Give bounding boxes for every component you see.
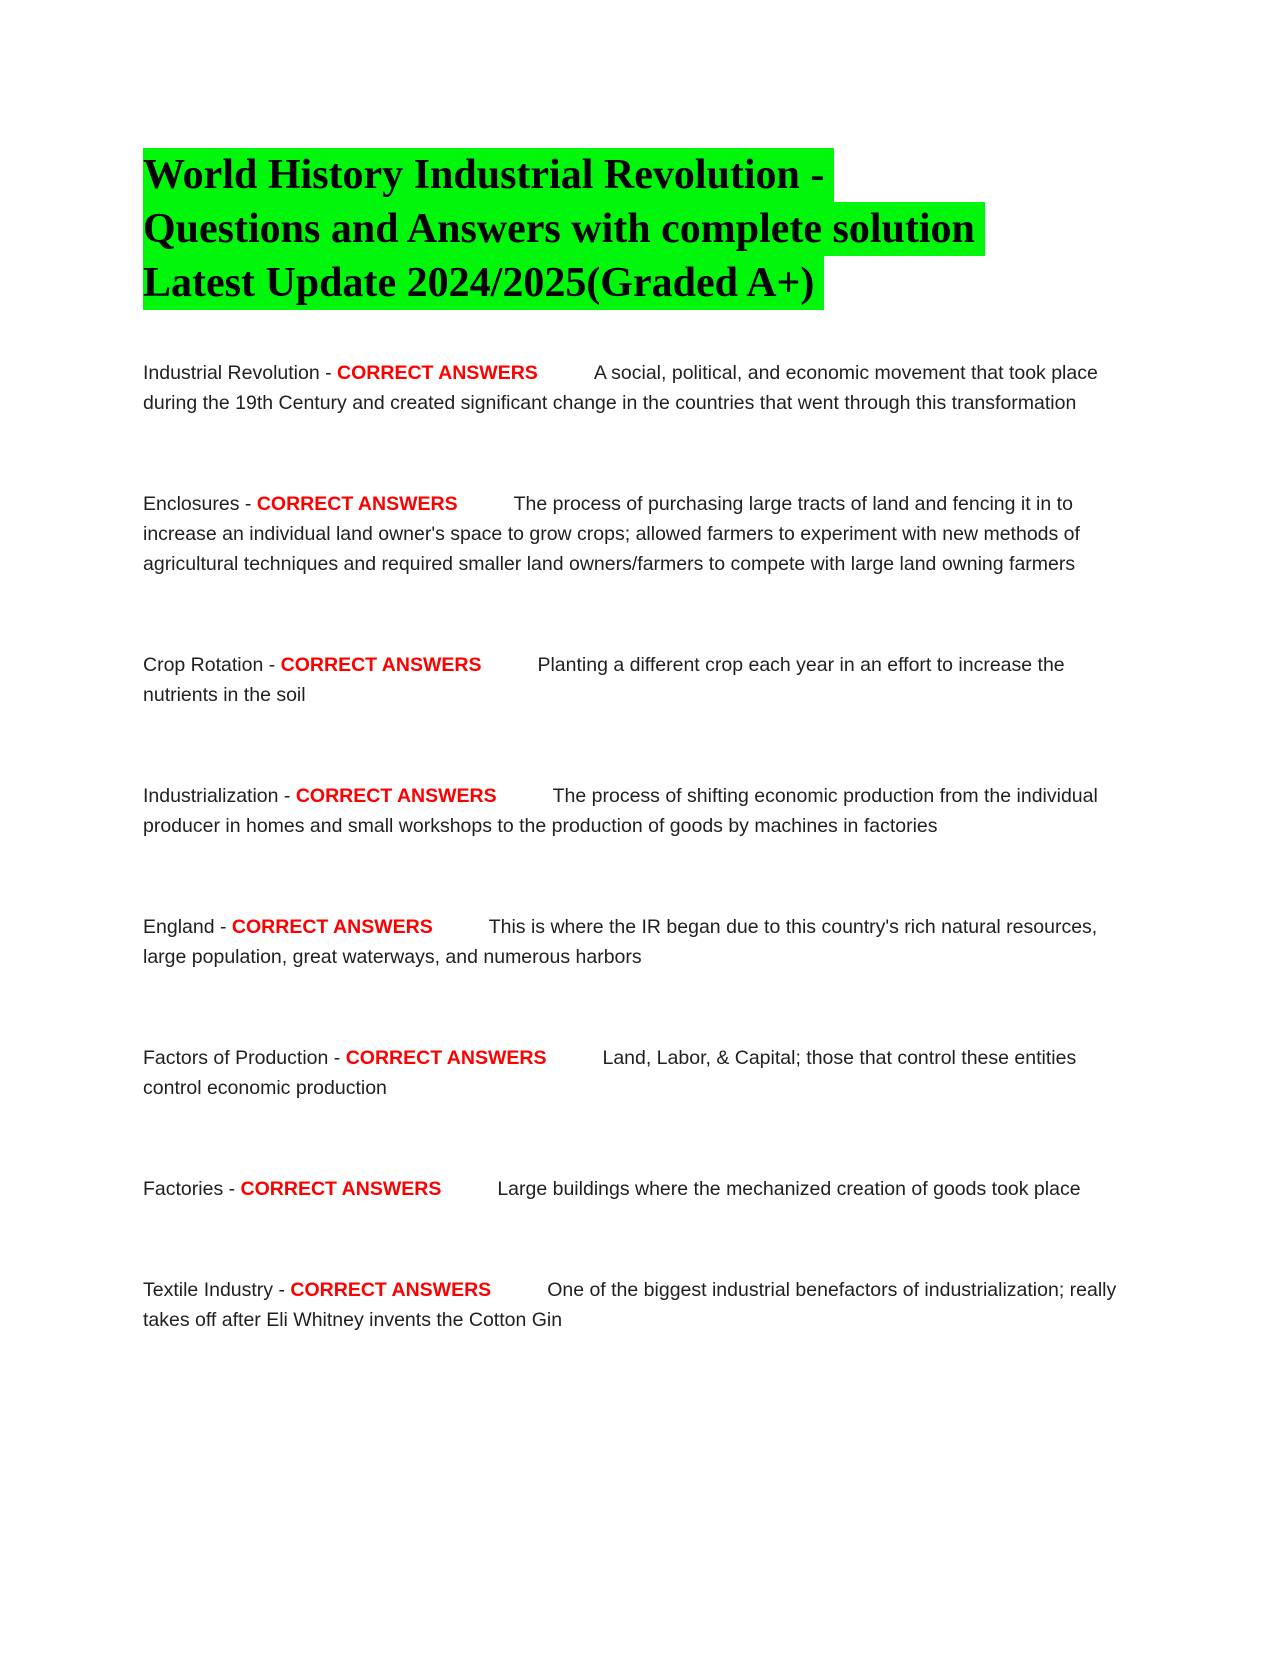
correct-answers-label: CORRECT ANSWERS xyxy=(337,362,538,384)
title-line-1 xyxy=(143,148,1135,202)
qa-entry xyxy=(143,781,1133,841)
correct-answers-label: CORRECT ANSWERS xyxy=(295,785,497,807)
qa-entry xyxy=(143,650,1133,710)
page-title xyxy=(143,148,1135,310)
answer-text: Land, Labor, & Capital; those that control these entities control economic production xyxy=(143,1047,1077,1099)
qa-entry xyxy=(143,1174,1133,1204)
qa-entry xyxy=(143,1275,1133,1335)
term-text: England xyxy=(143,916,215,938)
title-line-1-highlight: World History Industrial Revolution - xyxy=(143,148,834,202)
term-text: Enclosures xyxy=(143,493,240,515)
answer-text: A social, political, and economic movement that took place during the 19th Century and created significant change in the countries that went through this transformation xyxy=(143,362,1098,414)
correct-answers-label: CORRECT ANSWERS xyxy=(240,1178,442,1200)
title-line-3-highlight: Latest Update 2024/2025(Graded A+) xyxy=(143,256,824,310)
qa-entry xyxy=(143,358,1133,418)
answer-text: Planting a different crop each year in an effort to increase the nutrients in the soil xyxy=(143,654,1065,706)
term-text: Industrial Revolution xyxy=(143,362,320,384)
correct-answers-label: CORRECT ANSWERS xyxy=(256,493,458,515)
answer-text: Large buildings where the mechanized creation of goods took place xyxy=(497,1178,1081,1200)
correct-answers-label: CORRECT ANSWERS xyxy=(290,1279,492,1301)
term-text: Factors of Production xyxy=(143,1047,329,1069)
title-line-2-highlight: Questions and Answers with complete solution xyxy=(143,202,985,256)
separator-text: - xyxy=(273,1279,291,1301)
title-line-2 xyxy=(143,202,1135,256)
qa-list xyxy=(143,358,1133,1335)
separator-text: - xyxy=(239,493,257,515)
qa-entry xyxy=(143,1043,1133,1103)
answer-text: The process of purchasing large tracts of land and fencing it in to increase an individual land owner's space to grow crops; allowed farmers to experiment with new methods of agricultural techniques and required smaller land owners/farmers to compete with large land owning farmers xyxy=(143,493,1080,575)
correct-answers-label: CORRECT ANSWERS xyxy=(345,1047,547,1069)
answer-text: The process of shifting economic production from the individual producer in homes and small workshops to the production of goods by machines in factories xyxy=(143,785,1098,837)
term-text: Factories xyxy=(143,1178,224,1200)
term-text: Crop Rotation xyxy=(143,654,264,676)
correct-answers-label: CORRECT ANSWERS xyxy=(231,916,433,938)
term-text: Industrialization xyxy=(143,785,279,807)
separator-text: - xyxy=(214,916,232,938)
separator-text: - xyxy=(223,1178,241,1200)
separator-text: - xyxy=(263,654,281,676)
title-line-3 xyxy=(143,256,1135,310)
term-text: Textile Industry xyxy=(143,1279,274,1301)
separator-text: - xyxy=(278,785,296,807)
qa-entry xyxy=(143,912,1133,972)
answer-text: One of the biggest industrial benefactors of industrialization; really takes off after Eli Whitney invents the Cotton Gin xyxy=(143,1279,1117,1331)
correct-answers-label: CORRECT ANSWERS xyxy=(280,654,482,676)
separator-text: - xyxy=(328,1047,346,1069)
qa-entry xyxy=(143,489,1133,579)
answer-text: This is where the IR began due to this country's rich natural resources, large population, great waterways, and numerous harbors xyxy=(143,916,1098,968)
separator-text: - xyxy=(319,362,338,384)
